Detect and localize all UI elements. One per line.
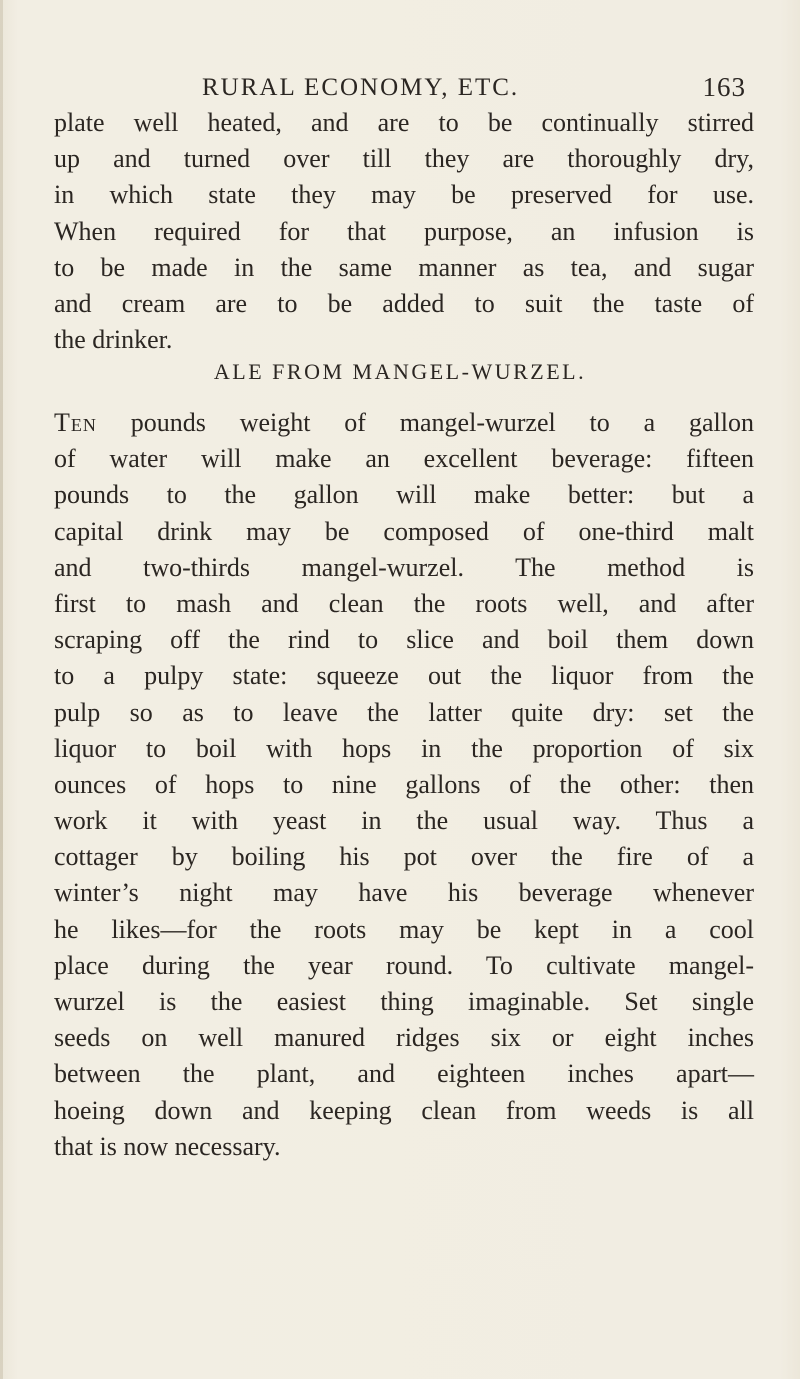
text-line: first to mash and clean the roots well, and after: [54, 588, 754, 618]
paragraph-continuation: [54, 105, 754, 358]
text-line: plate well heated, and are to be continually stirred: [54, 108, 754, 137]
text-line: in which state they may be preserved for use.: [54, 180, 754, 210]
text-line: work it with yeast in the usual way. Thus a: [54, 806, 754, 836]
text-line: and cream are to be added to suit the taste of: [54, 288, 754, 318]
text-line: he likes—for the roots may be kept in a cool: [54, 914, 754, 944]
text-line: When required for that purpose, an infusion is: [54, 216, 754, 246]
text-line: scraping off the rind to slice and boil them down: [54, 625, 754, 655]
page-gutter-edge: [0, 0, 3, 1379]
text-line: and two-thirds mangel-wurzel. The method is: [54, 552, 754, 582]
text-line: cottager by boiling his pot over the fire of a: [54, 842, 754, 872]
page-number: 163: [702, 72, 746, 102]
text-line: pounds to the gallon will make better: but a: [54, 480, 754, 510]
first-line-text: pounds weight of mangel-wurzel to a gallon: [96, 408, 754, 437]
text-line: between the plant, and eighteen inches apart—: [54, 1059, 754, 1089]
text-line: wurzel is the easiest thing imaginable. Set single: [54, 987, 754, 1016]
text-line: of water will make an excellent beverage: fifteen: [54, 444, 754, 474]
text-line: pulp so as to leave the latter quite dry: set the: [54, 697, 754, 727]
text-line: up and turned over till they are thoroughly dry,: [54, 144, 754, 174]
text-line: to a pulpy state: squeeze out the liquor from the: [54, 661, 754, 691]
section-heading: ALE FROM MANGEL-WURZEL.: [213, 359, 587, 384]
text-line: the drinker.: [54, 325, 173, 355]
text-line: winter’s night may have his beverage whenever: [54, 878, 754, 908]
paragraph-ale-recipe: [54, 405, 754, 1165]
text-line: place during the year round. To cultivate mangel-: [54, 950, 754, 980]
text-line: ounces of hops to nine gallons of the other: then: [54, 769, 754, 799]
lead-word: Ten: [54, 408, 97, 437]
text-line: hoeing down and keeping clean from weeds is all: [54, 1095, 754, 1125]
text-line: to be made in the same manner as tea, and sugar: [54, 252, 754, 282]
running-title: RURAL ECONOMY, ETC.: [202, 74, 520, 101]
text-line: seeds on well manured ridges six or eight inches: [54, 1023, 754, 1053]
text-line: liquor to boil with hops in the proportion of six: [54, 733, 754, 763]
text-line-first: [54, 405, 754, 441]
text-line: that is now necessary.: [54, 1131, 281, 1161]
text-line: capital drink may be composed of one-third malt: [54, 516, 754, 546]
